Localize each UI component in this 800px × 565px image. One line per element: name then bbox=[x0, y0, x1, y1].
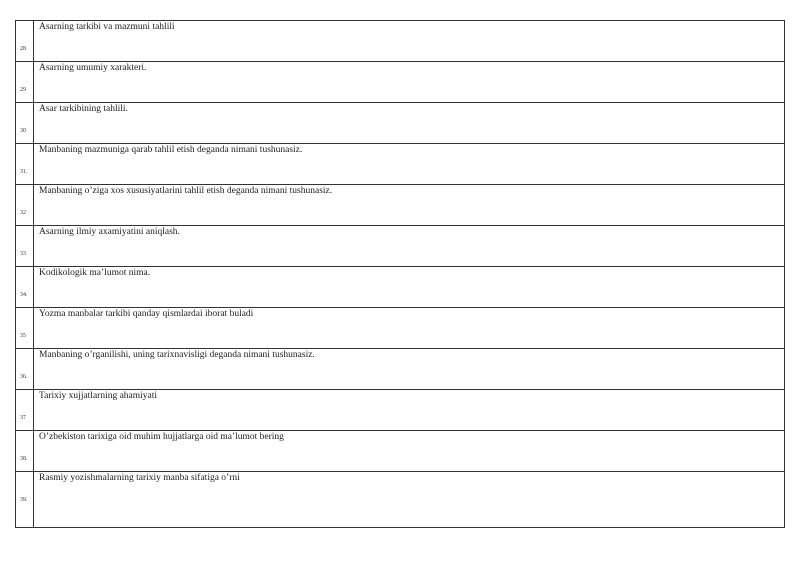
question-text: Yozma manbalar tarkibi qanday qismlardai iborat buladi bbox=[34, 308, 785, 348]
row-number: 34. bbox=[20, 292, 28, 298]
question-text: O’zbekiston tarixiga oid muhim hujjatlarga oid ma’lumot bering bbox=[34, 431, 785, 471]
row-number: 33 bbox=[20, 251, 26, 257]
table-row bbox=[16, 267, 785, 308]
row-number-cell bbox=[16, 144, 34, 184]
row-number: 31. bbox=[20, 169, 28, 175]
table-row bbox=[16, 472, 785, 528]
question-text: Manbaning o’ziga xos xususiyatlarini tahlil etish deganda nimani tushunasiz. bbox=[34, 185, 785, 225]
question-text: Asar tarkibining tahlili. bbox=[34, 103, 785, 143]
row-number: 36. bbox=[20, 374, 28, 380]
questions-table bbox=[15, 20, 785, 528]
question-text: Kodikologik ma’lumot nima. bbox=[34, 267, 785, 307]
row-number-cell bbox=[16, 390, 34, 430]
row-number-cell bbox=[16, 267, 34, 307]
row-number-cell bbox=[16, 472, 34, 527]
table-row bbox=[16, 144, 785, 185]
row-number-cell bbox=[16, 308, 34, 348]
table-row bbox=[16, 62, 785, 103]
row-number-cell bbox=[16, 349, 34, 389]
row-number-cell bbox=[16, 226, 34, 266]
row-number: 35 bbox=[20, 333, 26, 339]
table-row bbox=[16, 308, 785, 349]
row-number: 29 bbox=[20, 87, 26, 93]
question-text: Rasmiy yozishmalarning tarixiy manba sifatiga o’rni bbox=[34, 472, 785, 527]
row-number: 38. bbox=[20, 456, 28, 462]
row-number-cell bbox=[16, 103, 34, 143]
question-text: Asarning umumiy xarakteri. bbox=[34, 62, 785, 102]
question-text: Manbaning o’rganilishi, uning tarixnavisligi deganda nimani tushunasiz. bbox=[34, 349, 785, 389]
question-text: Manbaning mazmuniga qarab tahlil etish deganda nimani tushunasiz. bbox=[34, 144, 785, 184]
row-number-cell bbox=[16, 431, 34, 471]
table-row bbox=[16, 390, 785, 431]
row-number: 30 bbox=[20, 128, 26, 134]
table-row bbox=[16, 185, 785, 226]
table-row bbox=[16, 226, 785, 267]
table-row bbox=[16, 103, 785, 144]
question-text: Tarixiy xujjatlarning ahamiyati bbox=[34, 390, 785, 430]
row-number: 39. bbox=[20, 497, 28, 503]
row-number-cell bbox=[16, 185, 34, 225]
row-number-cell bbox=[16, 21, 34, 61]
table-row bbox=[16, 431, 785, 472]
row-number: 37 bbox=[20, 415, 26, 421]
row-number: 32 bbox=[20, 210, 26, 216]
row-number-cell bbox=[16, 62, 34, 102]
row-number: 28 bbox=[20, 46, 26, 52]
question-text: Asarning ilmiy axamiyatini aniqlash. bbox=[34, 226, 785, 266]
table-row bbox=[16, 21, 785, 62]
table-row bbox=[16, 349, 785, 390]
question-text: Asarning tarkibi va mazmuni tahlili bbox=[34, 21, 785, 61]
